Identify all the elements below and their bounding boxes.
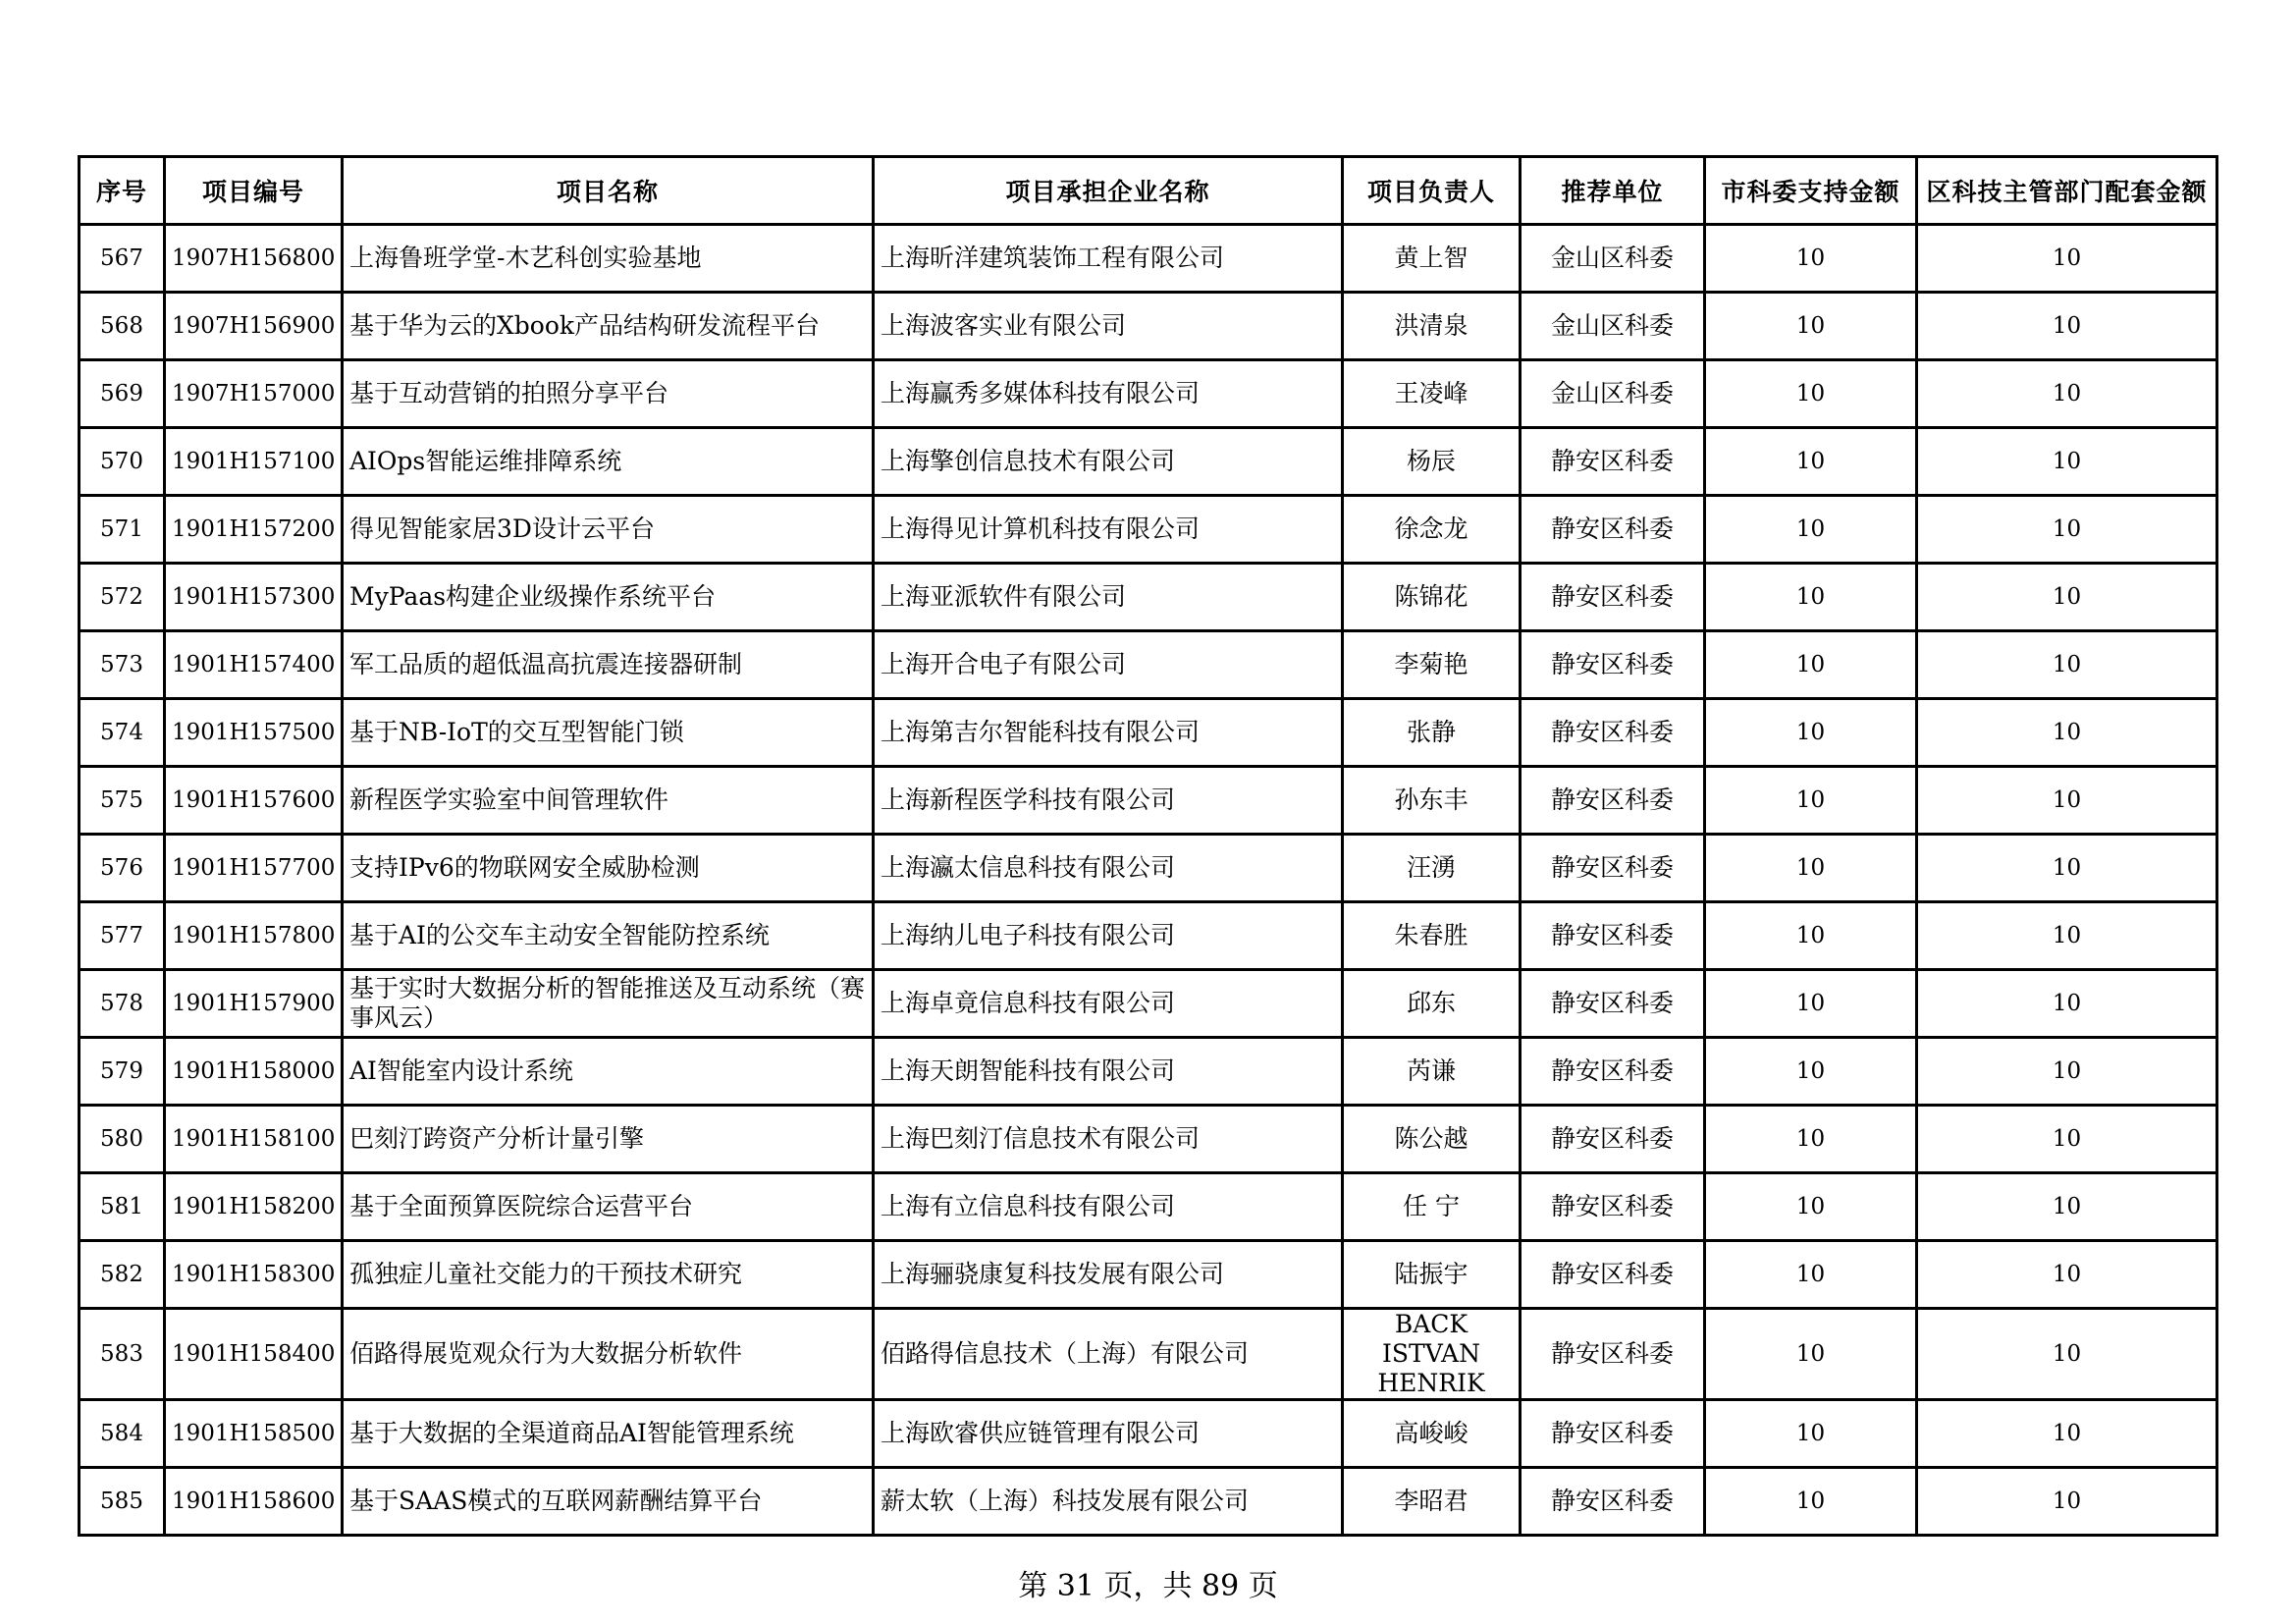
table-row [80,428,2217,496]
district-matching-amount-cell: 10 [1917,1106,2217,1173]
company-name-cell: 薪太软（上海）科技发展有限公司 [874,1468,1343,1536]
project-name-cell: 孤独症儿童社交能力的干预技术研究 [343,1241,874,1309]
project-lead-cell: 陈公越 [1343,1106,1521,1173]
table-row [80,631,2217,699]
table-body [80,225,2217,1536]
project-code-cell: 1901H157600 [165,767,343,835]
table-row [80,767,2217,835]
city-support-amount-cell: 10 [1705,1400,1917,1468]
header-city-support-amount: 市科委支持金额 [1705,157,1917,225]
project-code-cell: 1901H158500 [165,1400,343,1468]
table-header-row [80,157,2217,225]
row-index-cell: 582 [80,1241,165,1309]
project-name-cell: AI智能室内设计系统 [343,1038,874,1106]
company-name-cell: 上海天朗智能科技有限公司 [874,1038,1343,1106]
district-matching-amount-cell: 10 [1917,767,2217,835]
city-support-amount-cell: 10 [1705,902,1917,970]
header-project-lead: 项目负责人 [1343,157,1521,225]
district-matching-amount-cell: 10 [1917,225,2217,293]
row-index-cell: 574 [80,699,165,767]
project-lead-cell: 芮谦 [1343,1038,1521,1106]
company-name-cell: 上海卓竟信息科技有限公司 [874,970,1343,1038]
company-name-cell: 上海骊骁康复科技发展有限公司 [874,1241,1343,1309]
table-row [80,835,2217,902]
city-support-amount-cell: 10 [1705,1309,1917,1400]
project-code-cell: 1901H157100 [165,428,343,496]
city-support-amount-cell: 10 [1705,1241,1917,1309]
project-lead-cell: BACK ISTVAN HENRIK [1343,1309,1521,1400]
recommending-unit-cell: 静安区科委 [1521,1400,1705,1468]
row-index-cell: 580 [80,1106,165,1173]
city-support-amount-cell: 10 [1705,225,1917,293]
table-row [80,564,2217,631]
company-name-cell: 上海新程医学科技有限公司 [874,767,1343,835]
project-lead-cell: 徐念龙 [1343,496,1521,564]
project-lead-cell: 陆振宇 [1343,1241,1521,1309]
recommending-unit-cell: 静安区科委 [1521,699,1705,767]
project-name-cell: 巴刻汀跨资产分析计量引擎 [343,1106,874,1173]
header-recommending-unit: 推荐单位 [1521,157,1705,225]
project-name-cell: 佰路得展览观众行为大数据分析软件 [343,1309,874,1400]
project-lead-cell: 邱东 [1343,970,1521,1038]
project-name-cell: 支持IPv6的物联网安全威胁检测 [343,835,874,902]
recommending-unit-cell: 静安区科委 [1521,496,1705,564]
project-code-cell: 1901H157500 [165,699,343,767]
project-code-cell: 1901H157300 [165,564,343,631]
header-company-name: 项目承担企业名称 [874,157,1343,225]
city-support-amount-cell: 10 [1705,1038,1917,1106]
recommending-unit-cell: 静安区科委 [1521,767,1705,835]
row-index-cell: 568 [80,293,165,360]
project-name-cell: 基于NB-IoT的交互型智能门锁 [343,699,874,767]
header-index: 序号 [80,157,165,225]
row-index-cell: 577 [80,902,165,970]
project-code-cell: 1901H157700 [165,835,343,902]
table-row [80,902,2217,970]
project-code-cell: 1907H156900 [165,293,343,360]
project-code-cell: 1901H158300 [165,1241,343,1309]
project-code-cell: 1901H158400 [165,1309,343,1400]
table-row [80,1038,2217,1106]
company-name-cell: 上海擎创信息技术有限公司 [874,428,1343,496]
row-index-cell: 575 [80,767,165,835]
project-name-cell: 基于全面预算医院综合运营平台 [343,1173,874,1241]
project-lead-cell: 李昭君 [1343,1468,1521,1536]
table-row [80,293,2217,360]
table-row [80,1106,2217,1173]
district-matching-amount-cell: 10 [1917,1038,2217,1106]
district-matching-amount-cell: 10 [1917,1400,2217,1468]
project-name-cell: 基于大数据的全渠道商品AI智能管理系统 [343,1400,874,1468]
company-name-cell: 上海第吉尔智能科技有限公司 [874,699,1343,767]
project-lead-cell: 任 宁 [1343,1173,1521,1241]
district-matching-amount-cell: 10 [1917,631,2217,699]
district-matching-amount-cell: 10 [1917,902,2217,970]
recommending-unit-cell: 静安区科委 [1521,902,1705,970]
table-row [80,1241,2217,1309]
district-matching-amount-cell: 10 [1917,835,2217,902]
row-index-cell: 581 [80,1173,165,1241]
project-lead-cell: 高峻峻 [1343,1400,1521,1468]
city-support-amount-cell: 10 [1705,1106,1917,1173]
row-index-cell: 579 [80,1038,165,1106]
project-name-cell: AIOps智能运维排障系统 [343,428,874,496]
project-name-cell: 上海鲁班学堂-木艺科创实验基地 [343,225,874,293]
company-name-cell: 上海昕洋建筑装饰工程有限公司 [874,225,1343,293]
project-name-cell: 基于实时大数据分析的智能推送及互动系统（赛事风云） [343,970,874,1038]
project-name-cell: 军工品质的超低温高抗震连接器研制 [343,631,874,699]
company-name-cell: 佰路得信息技术（上海）有限公司 [874,1309,1343,1400]
project-name-cell: 基于华为云的Xbook产品结构研发流程平台 [343,293,874,360]
project-code-cell: 1907H156800 [165,225,343,293]
district-matching-amount-cell: 10 [1917,970,2217,1038]
company-name-cell: 上海波客实业有限公司 [874,293,1343,360]
district-matching-amount-cell: 10 [1917,1468,2217,1536]
table-row [80,1309,2217,1400]
row-index-cell: 572 [80,564,165,631]
project-lead-cell: 张静 [1343,699,1521,767]
header-project-name: 项目名称 [343,157,874,225]
project-code-cell: 1901H157800 [165,902,343,970]
city-support-amount-cell: 10 [1705,970,1917,1038]
project-code-cell: 1901H158200 [165,1173,343,1241]
project-lead-cell: 洪清泉 [1343,293,1521,360]
project-code-cell: 1901H158000 [165,1038,343,1106]
company-name-cell: 上海得见计算机科技有限公司 [874,496,1343,564]
row-index-cell: 576 [80,835,165,902]
company-name-cell: 上海巴刻汀信息技术有限公司 [874,1106,1343,1173]
project-lead-cell: 李菊艳 [1343,631,1521,699]
city-support-amount-cell: 10 [1705,496,1917,564]
recommending-unit-cell: 静安区科委 [1521,428,1705,496]
district-matching-amount-cell: 10 [1917,699,2217,767]
district-matching-amount-cell: 10 [1917,496,2217,564]
city-support-amount-cell: 10 [1705,293,1917,360]
table-row [80,699,2217,767]
district-matching-amount-cell: 10 [1917,1309,2217,1400]
project-lead-cell: 陈锦花 [1343,564,1521,631]
recommending-unit-cell: 金山区科委 [1521,225,1705,293]
row-index-cell: 583 [80,1309,165,1400]
project-name-cell: 基于AI的公交车主动安全智能防控系统 [343,902,874,970]
district-matching-amount-cell: 10 [1917,1241,2217,1309]
project-name-cell: MyPaas构建企业级操作系统平台 [343,564,874,631]
row-index-cell: 569 [80,360,165,428]
district-matching-amount-cell: 10 [1917,360,2217,428]
project-lead-cell: 朱春胜 [1343,902,1521,970]
district-matching-amount-cell: 10 [1917,293,2217,360]
project-name-cell: 基于SAAS模式的互联网薪酬结算平台 [343,1468,874,1536]
project-lead-cell: 王凌峰 [1343,360,1521,428]
recommending-unit-cell: 金山区科委 [1521,293,1705,360]
city-support-amount-cell: 10 [1705,1173,1917,1241]
table-row [80,225,2217,293]
project-lead-cell: 杨辰 [1343,428,1521,496]
row-index-cell: 567 [80,225,165,293]
project-code-cell: 1901H157400 [165,631,343,699]
company-name-cell: 上海亚派软件有限公司 [874,564,1343,631]
header-project-code: 项目编号 [165,157,343,225]
company-name-cell: 上海开合电子有限公司 [874,631,1343,699]
row-index-cell: 573 [80,631,165,699]
city-support-amount-cell: 10 [1705,767,1917,835]
row-index-cell: 578 [80,970,165,1038]
company-name-cell: 上海有立信息科技有限公司 [874,1173,1343,1241]
recommending-unit-cell: 静安区科委 [1521,1241,1705,1309]
table-row [80,970,2217,1038]
project-table [78,155,2218,1537]
city-support-amount-cell: 10 [1705,428,1917,496]
district-matching-amount-cell: 10 [1917,428,2217,496]
project-code-cell: 1901H157900 [165,970,343,1038]
company-name-cell: 上海瀛太信息科技有限公司 [874,835,1343,902]
project-code-cell: 1901H158600 [165,1468,343,1536]
recommending-unit-cell: 静安区科委 [1521,970,1705,1038]
table-row [80,496,2217,564]
project-code-cell: 1901H157200 [165,496,343,564]
company-name-cell: 上海欧睿供应链管理有限公司 [874,1400,1343,1468]
city-support-amount-cell: 10 [1705,564,1917,631]
project-code-cell: 1901H158100 [165,1106,343,1173]
header-district-matching-amount: 区科技主管部门配套金额 [1917,157,2217,225]
recommending-unit-cell: 静安区科委 [1521,564,1705,631]
recommending-unit-cell: 静安区科委 [1521,1173,1705,1241]
city-support-amount-cell: 10 [1705,1468,1917,1536]
row-index-cell: 585 [80,1468,165,1536]
project-lead-cell: 孙东丰 [1343,767,1521,835]
project-lead-cell: 汪湧 [1343,835,1521,902]
city-support-amount-cell: 10 [1705,360,1917,428]
city-support-amount-cell: 10 [1705,835,1917,902]
city-support-amount-cell: 10 [1705,631,1917,699]
city-support-amount-cell: 10 [1705,699,1917,767]
table-row [80,1400,2217,1468]
recommending-unit-cell: 静安区科委 [1521,631,1705,699]
table-row [80,1173,2217,1241]
company-name-cell: 上海纳儿电子科技有限公司 [874,902,1343,970]
table-row [80,360,2217,428]
recommending-unit-cell: 静安区科委 [1521,1309,1705,1400]
project-name-cell: 基于互动营销的拍照分享平台 [343,360,874,428]
project-lead-cell: 黄上智 [1343,225,1521,293]
recommending-unit-cell: 金山区科委 [1521,360,1705,428]
district-matching-amount-cell: 10 [1917,1173,2217,1241]
table-row [80,1468,2217,1536]
recommending-unit-cell: 静安区科委 [1521,1038,1705,1106]
recommending-unit-cell: 静安区科委 [1521,1468,1705,1536]
row-index-cell: 571 [80,496,165,564]
recommending-unit-cell: 静安区科委 [1521,1106,1705,1173]
project-name-cell: 得见智能家居3D设计云平台 [343,496,874,564]
row-index-cell: 570 [80,428,165,496]
recommending-unit-cell: 静安区科委 [1521,835,1705,902]
project-name-cell: 新程医学实验室中间管理软件 [343,767,874,835]
page-number: 第 31 页，共 89 页 [1018,1569,1278,1603]
project-code-cell: 1907H157000 [165,360,343,428]
row-index-cell: 584 [80,1400,165,1468]
company-name-cell: 上海赢秀多媒体科技有限公司 [874,360,1343,428]
district-matching-amount-cell: 10 [1917,564,2217,631]
